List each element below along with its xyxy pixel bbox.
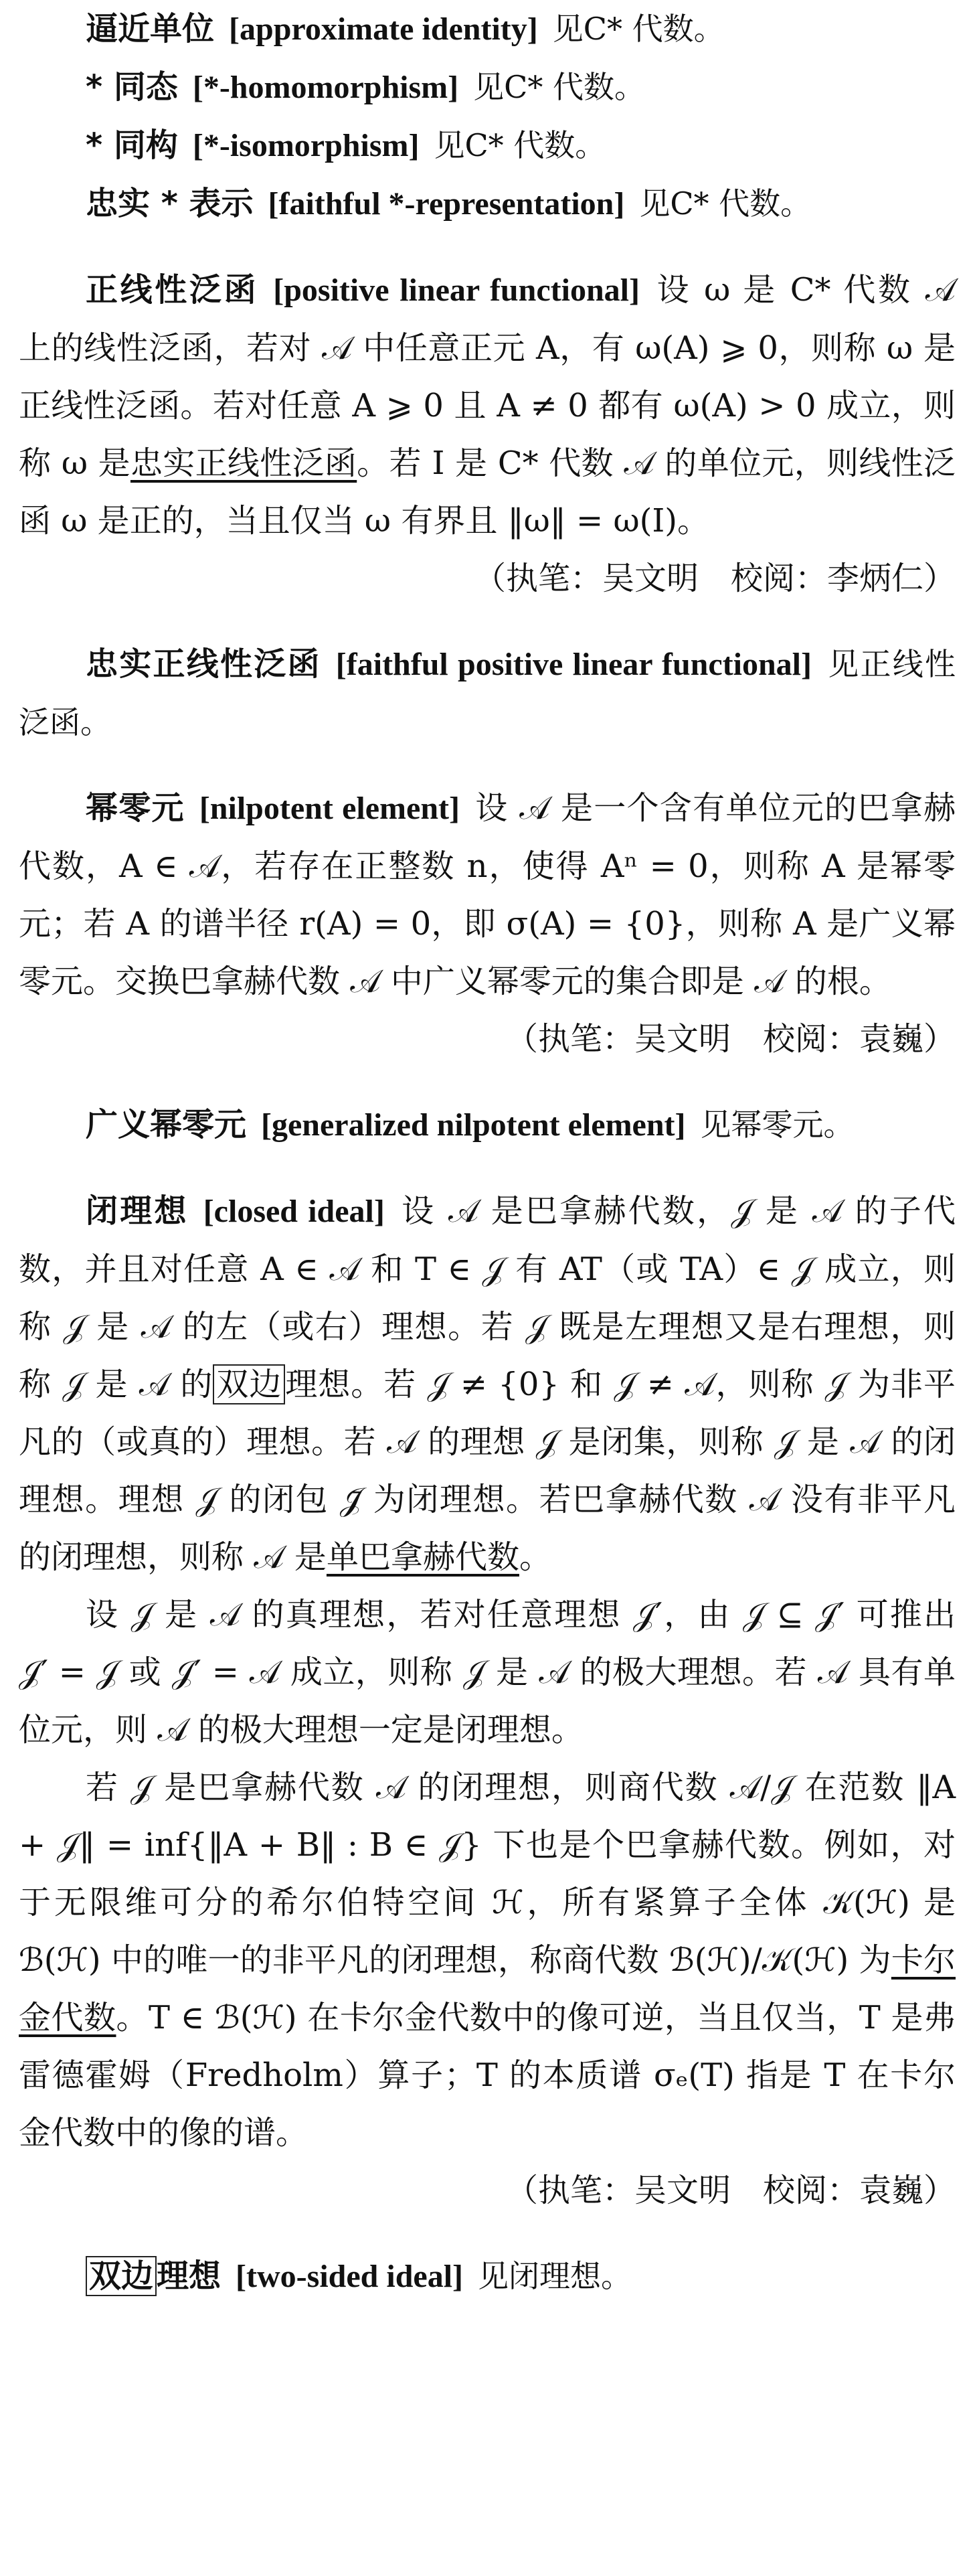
- entry-body: 。T ∈ ℬ(ℋ) 在卡尔金代数中的像可逆，当且仅当，T 是弗雷德霍姆（Fredholm）算子；T 的本质谱 σₑ(T) 指是 T 在卡尔金代数中的像的谱。: [19, 1999, 956, 2152]
- entry-body: 设 𝒜 是巴拿赫代数，𝒥 是 𝒜 的子代数，并且对任意 A ∈ 𝒜 和 T ∈ 𝒥 有 AT（或 TA）∈ 𝒥 成立，则称 𝒥 是 𝒜 的左（或右）理想。若 𝒥 既是左理想又是右理想，则称 𝒥 是 𝒜 的: [19, 1192, 956, 1403]
- entry-english: [positive linear functional]: [273, 272, 640, 308]
- entry-english: [nilpotent element]: [199, 791, 460, 826]
- term-link-simple-banach-algebra[interactable]: 单巴拿赫代数: [326, 1538, 519, 1576]
- entry-body: 若 𝒥 是巴拿赫代数 𝒜 的闭理想，则商代数 𝒜/𝒥 在范数 ‖A + 𝒥‖ = inf{‖A + B‖ : B ∈ 𝒥} 下也是个巴拿赫代数。例如，对于无限维可分的希尔伯特空间 ℋ，所有紧算子全体 𝒦(ℋ) 是 ℬ(ℋ) 中的唯一的非平凡的闭理想，称商代数 ℬ(ℋ)/𝒦(ℋ) 为: [19, 1769, 956, 1979]
- entry-title: 忠实 * 表示: [86, 185, 254, 222]
- entry-nilpotent-element: [19, 779, 956, 1010]
- entry-english: [*-homomorphism]: [192, 70, 459, 105]
- entry-paragraph: [19, 1759, 956, 2162]
- encyclopedia-page: [19, 0, 956, 2306]
- entry-english: [faithful positive linear functional]: [335, 647, 812, 682]
- entry-body: 。: [519, 1538, 551, 1576]
- author-signature: （执笔：吴文明 校阅：袁巍）: [505, 2172, 956, 2209]
- entry-title: * 同态: [86, 68, 178, 106]
- author-signature: （执笔：吴文明 校阅：袁巍）: [505, 1020, 956, 1058]
- entry-title: 幂零元: [86, 789, 185, 827]
- entry-body: 。若 I 是 C* 代数 𝒜 的单位元，则线性泛函 ω 是正的，当且仅当 ω 有界且 ‖ω‖ = ω(I)。: [19, 445, 956, 540]
- entry-positive-linear-functional: [19, 261, 956, 550]
- entry-title: * 同构: [86, 127, 178, 164]
- entry-two-sided-ideal: [19, 2247, 956, 2306]
- cross-reference: 见正线性泛函。: [19, 646, 956, 740]
- entry-faithful-positive-linear-functional: [19, 635, 956, 751]
- entry-english: [*-isomorphism]: [192, 128, 420, 163]
- entry-english: [approximate identity]: [229, 11, 538, 47]
- entry-approximate-identity: [19, 0, 956, 58]
- cross-reference: 见C* 代数。: [434, 127, 606, 163]
- entry-english: [closed ideal]: [203, 1194, 385, 1229]
- term-box-two-sided: 双边: [86, 2256, 157, 2296]
- entry-title: 广义幂零元: [86, 1106, 247, 1143]
- entry-body: 设 ω 是 C* 代数 𝒜 上的线性泛函，若对 𝒜 中任意正元 A，有 ω(A) ⩾ 0，则称 ω 是正线性泛函。若对任意 A ⩾ 0 且 A ≠ 0 都有 ω(A) > 0 成立，则称 ω 是: [19, 271, 956, 482]
- cross-reference: 见C* 代数。: [473, 69, 645, 105]
- entry-english: [faithful *-representation]: [268, 186, 625, 222]
- term-link-faithful-positive-functional[interactable]: 忠实正线性泛函: [130, 445, 357, 482]
- entry-title: 正线性泛函: [86, 271, 259, 309]
- entry-title: 逼近单位: [86, 10, 215, 48]
- entry-generalized-nilpotent-element: [19, 1096, 956, 1154]
- entry-title: 闭理想: [86, 1192, 189, 1230]
- entry-body: 理想。若 𝒥 ≠ {0} 和 𝒥 ≠ 𝒜，则称 𝒥 为非平凡的（或真的）理想。若 𝒜 的理想 𝒥 是闭集，则称 𝒥 是 𝒜 的闭理想。理想 𝒥 的闭包 𝒥̄ 为闭理想。若巴拿赫代数 𝒜 没有非平凡的闭理想，则称 𝒜 是: [19, 1366, 956, 1576]
- cross-reference: 见C* 代数。: [639, 185, 812, 222]
- author-signature: （执笔：吴文明 校阅：李炳仁）: [473, 560, 956, 597]
- entry-closed-ideal: [19, 1182, 956, 1586]
- entry-star-homomorphism: [19, 58, 956, 116]
- cross-reference: 见C* 代数。: [552, 11, 725, 47]
- entry-faithful-star-representation: [19, 175, 956, 233]
- term-link-calkin-algebra[interactable]: 卡尔金代数: [19, 1941, 956, 2036]
- entry-paragraph: 设 𝒥 是 𝒜 的真理想，若对任意理想 𝒥′，由 𝒥 ⊆ 𝒥′ 可推出 𝒥′ = 𝒥 或 𝒥′ = 𝒜 成立，则称 𝒥 是 𝒜 的极大理想。若 𝒜 具有单位元，则 𝒜 的极大理想一定是闭理想。: [19, 1596, 956, 1749]
- term-box-two-sided[interactable]: 双边: [213, 1364, 285, 1404]
- entry-star-isomorphism: [19, 116, 956, 175]
- entry-body: 设 𝒜 是一个含有单位元的巴拿赫代数，A ∈ 𝒜，若存在正整数 n，使得 Aⁿ = 0，则称 A 是幂零元；若 A 的谱半径 r(A) = 0，即 σ(A) = {0}，则称 A 是广义幂零元。交换巴拿赫代数 𝒜 中广义幂零元的集合即是 𝒜 的根。: [19, 789, 956, 1000]
- entry-title: 忠实正线性泛函: [86, 645, 321, 683]
- cross-reference: 见幂零元。: [700, 1107, 855, 1143]
- entry-english: [generalized nilpotent element]: [261, 1107, 686, 1143]
- entry-title: 双边 理想: [86, 2257, 221, 2295]
- cross-reference: 见闭理想。: [478, 2258, 632, 2294]
- entry-english: [two-sided ideal]: [236, 2259, 464, 2294]
